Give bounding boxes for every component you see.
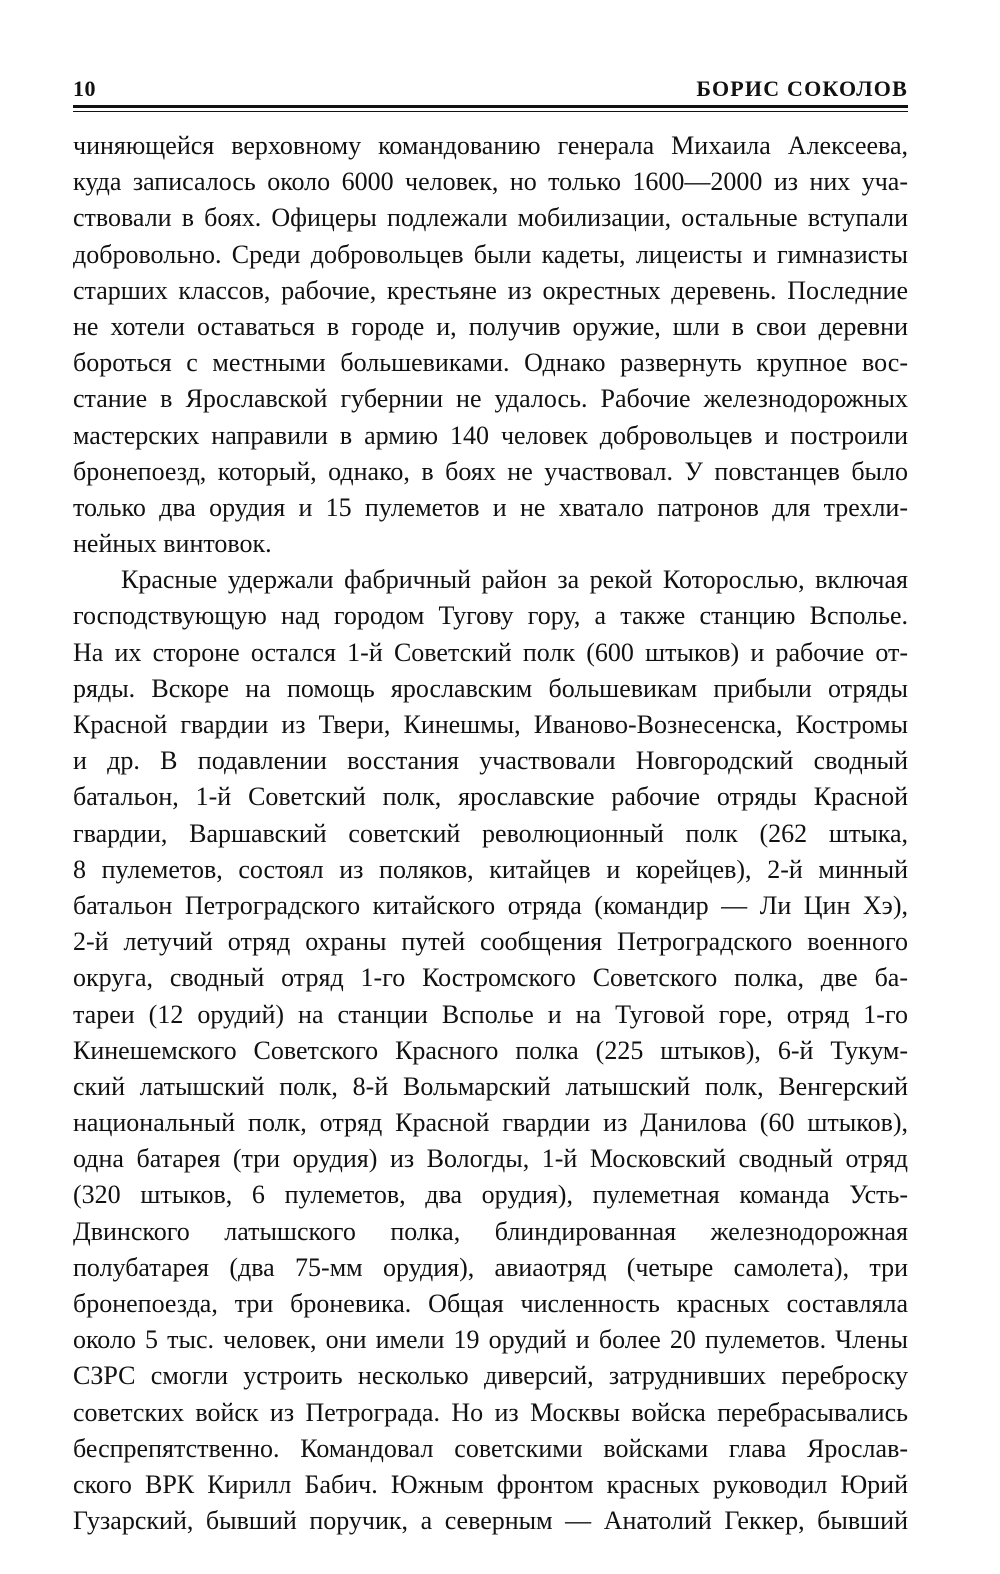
- text-line: полубатарея (два 75-мм орудия), авиаотряд (четыре самолета), три: [73, 1252, 908, 1282]
- header-rule-thin: [73, 111, 908, 112]
- text-line: СЗРС смогли устроить несколько диверсий, затруднивших переброску: [73, 1361, 908, 1391]
- text-line: 2-й летучий отряд охраны путей сообщения Петроградского военного: [73, 927, 908, 957]
- text-line: советских войск из Петрограда. Но из Москвы войска перебрасывались: [73, 1397, 908, 1427]
- text-line: ский латышский полк, 8-й Вольмарский латышский полк, Венгерский: [73, 1071, 908, 1101]
- text-line: ского ВРК Кирилл Бабич. Южным фронтом красных руководил Юрий: [73, 1469, 908, 1499]
- text-line: бронепоезда, три броневика. Общая численность красных составляла: [73, 1289, 908, 1318]
- text-line: около 5 тыс. человек, они имели 19 орудий и более 20 пулеметов. Члены: [73, 1325, 908, 1355]
- text-line: Двинского латышского полка, блиндированная железнодорожная: [73, 1216, 908, 1246]
- text-line: (320 штыков, 6 пулеметов, два орудия), пулеметная команда Усть-: [73, 1180, 908, 1210]
- text-line: округа, сводный отряд 1-го Костромского Советского полка, две ба-: [73, 963, 908, 993]
- text-line: одна батарея (три орудия) из Вологды, 1-й Московский сводный отряд: [73, 1144, 908, 1174]
- text-line: На их стороне остался 1-й Советский полк (600 штыков) и рабочие от-: [73, 637, 908, 667]
- running-title: БОРИС СОКОЛОВ: [696, 76, 908, 101]
- text-line: национальный полк, отряд Красной гвардии из Данилова (60 штыков),: [73, 1108, 908, 1138]
- text-line: стание в Ярославской губернии не удалось. Рабочие железнодорожных: [73, 384, 908, 414]
- text-line: нейных винтовок.: [73, 529, 272, 559]
- text-line: мастерских направили в армию 140 человек добровольцев и построили: [73, 420, 908, 450]
- text-line: и др. В подавлении восстания участвовали Новгородский сводный: [73, 746, 908, 776]
- body-text: [73, 128, 908, 1539]
- text-line: тареи (12 орудий) на станции Всполье и на Туговой горе, отряд 1-го: [73, 999, 908, 1029]
- text-line: не хотели оставаться в городе и, получив оружие, шли в свои деревни: [73, 311, 908, 341]
- text-line: батальон, 1-й Советский полк, ярославские рабочие отряды Красной: [73, 782, 908, 812]
- text-line: только два орудия и 15 пулеметов и не хватало патронов для трехли-: [73, 492, 908, 522]
- text-line: добровольно. Среди добровольцев были кадеты, лицеисты и гимназисты: [73, 239, 908, 269]
- running-header: [73, 74, 908, 104]
- text-line: Красной гвардии из Твери, Кинешмы, Иваново-Вознесенска, Костромы: [73, 710, 908, 739]
- text-line: батальон Петроградского китайского отряда (командир — Ли Цин Хэ),: [73, 890, 908, 920]
- text-line: Красные удержали фабричный район за рекой Которослью, включая: [121, 565, 908, 595]
- text-line: Гузарский, бывший поручик, а северным — Анатолий Геккер, бывший: [73, 1506, 908, 1536]
- text-line: гвардии, Варшавский советский революционный полк (262 штыка,: [73, 818, 908, 848]
- text-line: ствовали в боях. Офицеры подлежали мобилизации, остальные вступали: [73, 203, 908, 233]
- text-line: беспрепятственно. Командовал советскими войсками глава Ярослав-: [73, 1433, 908, 1463]
- page-number: 10: [73, 76, 96, 101]
- text-line: господствующую над городом Тугову гору, а также станцию Всполье.: [73, 601, 908, 631]
- text-line: старших классов, рабочие, крестьяне из окрестных деревень. Последние: [73, 275, 908, 305]
- text-line: ряды. Вскоре на помощь ярославским большевикам прибыли отряды: [73, 673, 908, 703]
- text-line: бронепоезд, который, однако, в боях не участвовал. У повстанцев было: [73, 456, 908, 486]
- text-line: Кинешемского Советского Красного полка (225 штыков), 6-й Тукум-: [73, 1035, 908, 1065]
- text-line: чиняющейся верховному командованию генерала Михаила Алексеева,: [73, 131, 908, 160]
- text-line: бороться с местными большевиками. Однако развернуть крупное вос-: [73, 348, 908, 378]
- text-line: 8 пулеметов, состоял из поляков, китайцев и корейцев), 2-й минный: [73, 854, 908, 884]
- header-rule-thick: [73, 105, 908, 108]
- text-line: куда записалось около 6000 человек, но только 1600—2000 из них уча-: [73, 167, 908, 197]
